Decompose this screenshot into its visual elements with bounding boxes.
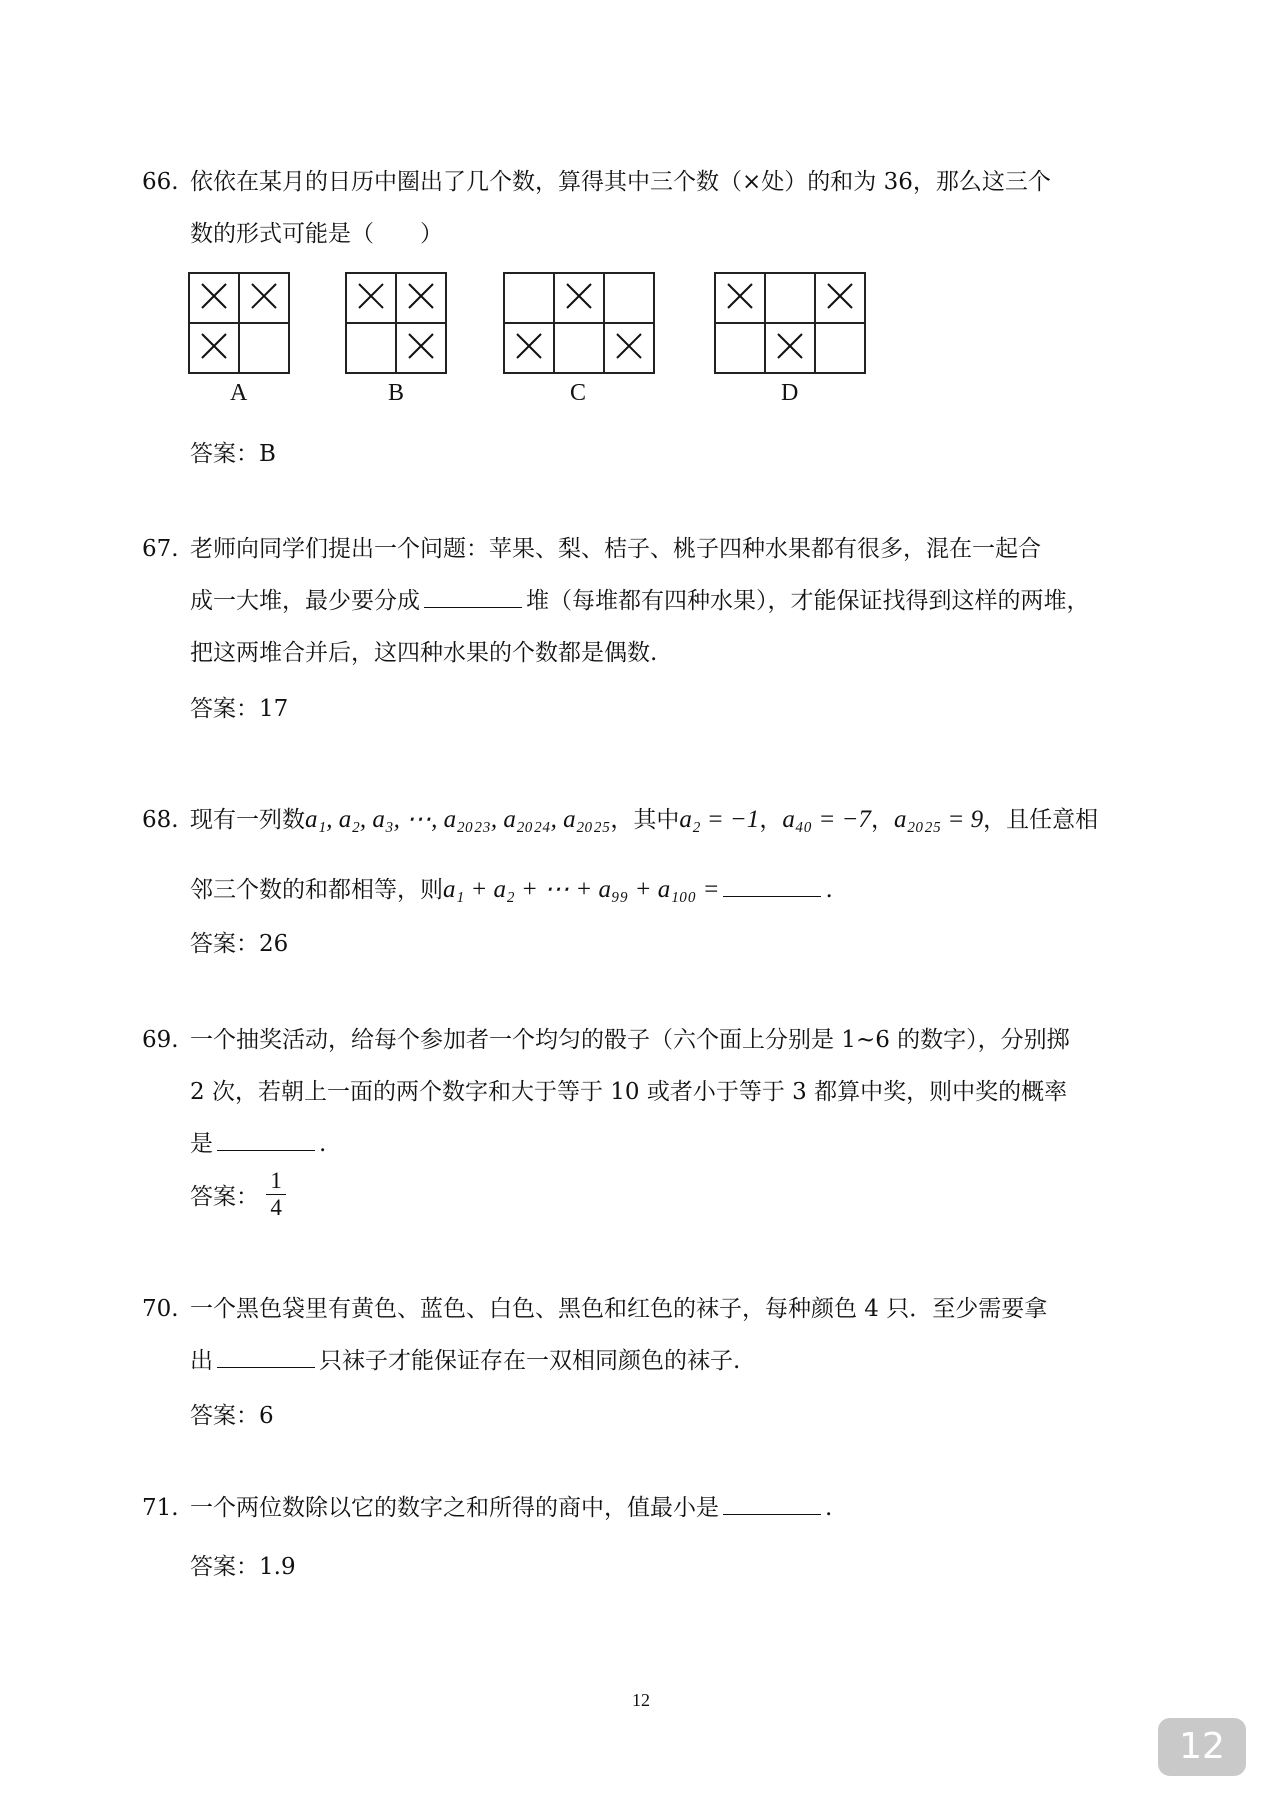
- question-text-line: 现有一列数a₁, a₂, a₃, ⋯, a₂₀₂₃, a₂₀₂₄, a₂₀₂₅，其中a₂ = −1，a₄₀ = −7，a₂₀₂₅ = 9，且任意相: [190, 806, 1099, 833]
- grid-cell-x: [715, 273, 765, 323]
- question-text: 成一大堆，最少要分成: [190, 588, 420, 614]
- condition-expression: a₄₀ = −7: [782, 806, 871, 833]
- question-number: 68.: [142, 807, 179, 833]
- fraction-denominator: 4: [270, 1195, 282, 1220]
- grid-cell-empty: [815, 323, 865, 373]
- question-69: [142, 1014, 1152, 1170]
- answer-70: 答案：6: [190, 1403, 274, 1429]
- option-label: B: [388, 380, 405, 406]
- question-text: 2 次，若朝上一面的两个数字和大于等于 10 或者小于等于 3 都算中奖，则中奖的概率: [190, 1079, 1068, 1105]
- option-label: C: [570, 380, 587, 406]
- cross-mark-icon: [825, 281, 855, 311]
- grid-cell-empty: [604, 273, 654, 323]
- grid-cell-x: [189, 323, 239, 373]
- grid-cell-x: [765, 323, 815, 373]
- question-text: 依依在某月的日历中圈出了几个数，算得其中三个数（×处）的和为 36，那么这三个: [190, 169, 1051, 195]
- grid-cell-empty: [715, 323, 765, 373]
- question-text: 堆（每堆都有四种水果），才能保证找得到这样的两堆，: [526, 588, 1090, 614]
- option-b-grid: [345, 272, 447, 374]
- condition-expression: a₂₀₂₅ = 9: [893, 806, 984, 833]
- cross-mark-icon: [356, 281, 386, 311]
- grid-cell-x: [189, 273, 239, 323]
- question-text-line: 是 .: [190, 1118, 1152, 1170]
- question-text: 邻三个数的和都相等，则: [190, 877, 443, 903]
- grid-cell-x: [504, 323, 554, 373]
- question-68: [142, 785, 1152, 925]
- question-text: 数的形式可能是（ ）: [190, 221, 443, 247]
- question-text-line: 邻三个数的和都相等，则a₁ + a₂ + ⋯ + a₉₉ + a₁₀₀ = .: [190, 855, 1152, 925]
- cross-mark-icon: [514, 331, 544, 361]
- question-text: 出: [190, 1348, 213, 1374]
- question-text: 一个两位数除以它的数字之和所得的商中，值最小是: [190, 1495, 719, 1521]
- question-number: 70.: [142, 1296, 179, 1322]
- option-c-grid: [503, 272, 655, 374]
- question-text: 老师向同学们提出一个问题：苹果、梨、桔子、桃子四种水果都有很多，混在一起合: [190, 536, 1041, 562]
- option-d-grid: [714, 272, 866, 374]
- answer-blank: [424, 583, 522, 608]
- answer-67: 答案：17: [190, 696, 289, 722]
- answer-71: 答案：1.9: [190, 1554, 296, 1580]
- grid-cell-x: [554, 273, 604, 323]
- cross-mark-icon: [406, 331, 436, 361]
- question-number: 66.: [142, 169, 179, 195]
- answer-66: 答案：B: [190, 441, 276, 467]
- grid-cell-x: [815, 273, 865, 323]
- question-text: 现有一列数: [190, 807, 305, 833]
- grid-cell-x: [239, 273, 289, 323]
- question-text: 一个抽奖活动，给每个参加者一个均匀的骰子（六个面上分别是 1~6 的数字），分别掷: [190, 1027, 1070, 1053]
- question-number: 69.: [142, 1027, 179, 1053]
- cross-mark-icon: [614, 331, 644, 361]
- cross-mark-icon: [249, 281, 279, 311]
- answer-blank: [723, 1490, 821, 1515]
- answer-blank: [217, 1343, 315, 1368]
- cross-mark-icon: [199, 331, 229, 361]
- question-66: [142, 156, 1152, 260]
- grid-cell-x: [396, 273, 446, 323]
- question-number: 71.: [142, 1495, 179, 1521]
- question-67: [142, 523, 1152, 679]
- grid-cell-empty: [504, 273, 554, 323]
- answer-label: 答案：: [190, 1184, 259, 1210]
- question-text: ，其中: [610, 807, 680, 833]
- option-label: D: [781, 380, 799, 406]
- question-text: 一个黑色袋里有黄色、蓝色、白色、黑色和红色的袜子，每种颜色 4 只．至少需要拿: [190, 1296, 1048, 1322]
- option-a-grid: [188, 272, 290, 374]
- answer-blank: [723, 872, 821, 897]
- page-number: 12: [632, 1690, 650, 1710]
- grid-cell-empty: [239, 323, 289, 373]
- cross-mark-icon: [199, 281, 229, 311]
- grid-cell-empty: [765, 273, 815, 323]
- condition-expression: a₂ = −1: [679, 806, 760, 833]
- fraction: [266, 1168, 286, 1221]
- question-text-line: [190, 575, 1152, 627]
- grid-cell-x: [346, 273, 396, 323]
- answer-69: [190, 1168, 286, 1221]
- grid-cell-empty: [554, 323, 604, 373]
- grid-cell-empty: [346, 323, 396, 373]
- question-text: 把这两堆合并后，这四种水果的个数都是偶数.: [190, 640, 658, 666]
- answer-68: 答案：26: [190, 931, 289, 957]
- grid-cell-x: [604, 323, 654, 373]
- question-text: 只袜子才能保证存在一双相同颜色的袜子.: [319, 1348, 741, 1374]
- question-text: 是: [190, 1131, 213, 1157]
- page-indicator-badge: 12: [1158, 1718, 1246, 1776]
- sum-expression: a₁ + a₂ + ⋯ + a₉₉ + a₁₀₀ =: [443, 876, 720, 903]
- question-text: ，且任意相: [983, 807, 1099, 833]
- answer-blank: [217, 1126, 315, 1151]
- cross-mark-icon: [725, 281, 755, 311]
- question-71: [142, 1482, 1152, 1534]
- cross-mark-icon: [406, 281, 436, 311]
- sequence-expression: a₁, a₂, a₃, ⋯, a₂₀₂₃, a₂₀₂₄, a₂₀₂₅: [305, 806, 611, 833]
- option-label: A: [230, 380, 248, 406]
- grid-cell-x: [396, 323, 446, 373]
- cross-mark-icon: [564, 281, 594, 311]
- cross-mark-icon: [775, 331, 805, 361]
- question-text-line: [190, 1335, 1152, 1387]
- question-70: [142, 1283, 1152, 1387]
- question-text-line: 一个两位数除以它的数字之和所得的商中，值最小是 .: [190, 1482, 1152, 1534]
- fraction-numerator: 1: [266, 1168, 286, 1195]
- question-number: 67.: [142, 536, 179, 562]
